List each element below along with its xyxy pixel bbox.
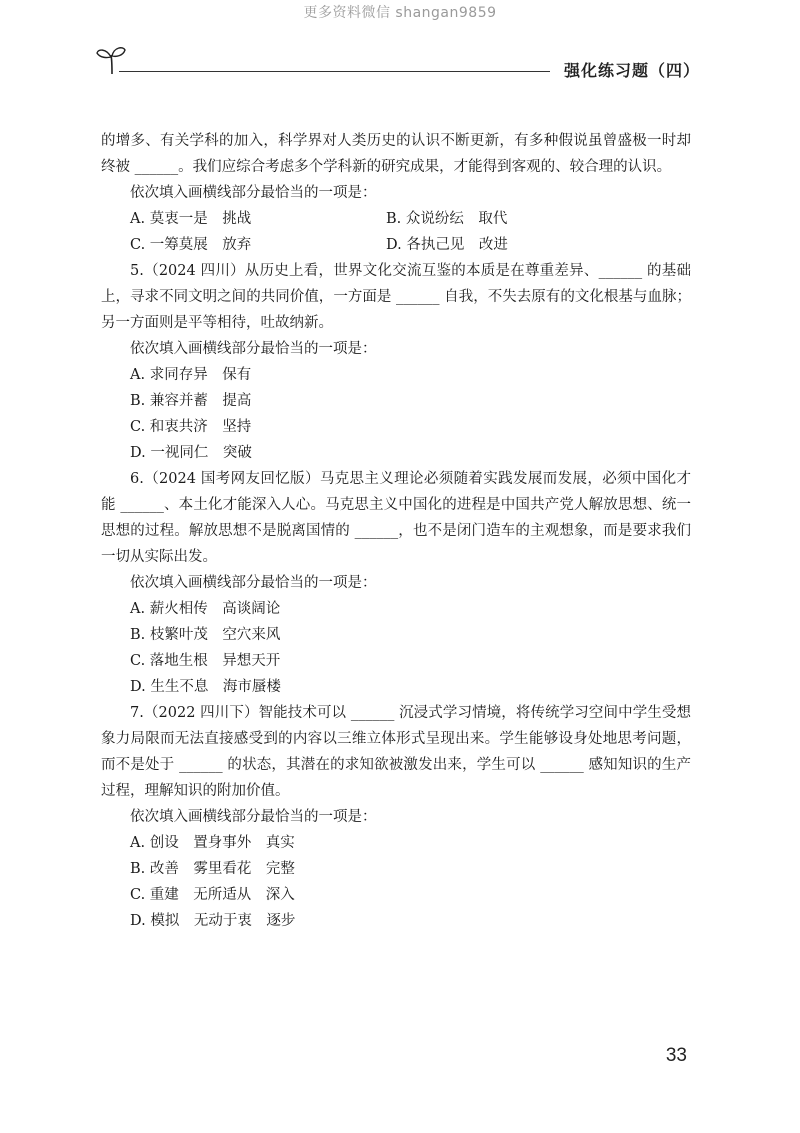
question-4-text: 的增多、有关学科的加入，科学界对人类历史的认识不断更新，有多种假说虽曾盛极一时却终被 ______。我们应综合考虑多个学科新的研究成果，才能得到客观的、较合理的认识。 [101,133,691,175]
header-rule [119,71,550,72]
question-7-text: 7.（2022 四川下）智能技术可以 ______ 沉浸式学习情境，将传统学习空间中学生受想象力局限而无法直接感受到的内容以三维立体形式呈现出来。学生能够设身处地思考问题，而不是处于 ______ 的状态，其潜在的求知欲被激发出来，学生可以 ______ 感知知识的生产过程，理解知识的附加价值。 [101,705,691,799]
question-6-prompt: 依次填入画横线部分最恰当的一项是： [130,575,377,591]
question-6-option-a: A. 薪火相传 高谈阔论 [130,601,281,617]
question-6-option-d: D. 生生不息 海市蜃楼 [130,679,281,695]
question-5-option-d: D. 一视同仁 突破 [130,445,252,461]
question-4-options-row-2 [101,232,691,258]
question-4-prompt: 依次填入画横线部分最恰当的一项是： [130,185,377,201]
watermark: 更多资料微信 shangan9859 [303,5,497,21]
question-7-option-c: C. 重建 无所适从 深入 [130,887,295,903]
question-7-prompt: 依次填入画横线部分最恰当的一项是： [130,809,377,825]
question-7-option-d: D. 模拟 无动于衷 逐步 [130,913,296,929]
question-6-option-c: C. 落地生根 异想天开 [130,653,281,669]
question-4-option-a: A. 莫衷一是 挑战 [130,211,252,227]
question-6-option-b: B. 枝繁叶茂 空穴来风 [130,627,281,643]
question-4-option-d: D. 各执己见 改进 [386,237,508,253]
sprout-icon [95,44,129,78]
question-5-option-b: B. 兼容并蓄 提高 [130,393,252,409]
question-7-option-a: A. 创设 置身事外 真实 [130,835,295,851]
section-title: 强化练习题（四） [563,61,700,80]
question-4-options-row-1 [101,206,691,232]
question-4-option-b: B. 众说纷纭 取代 [386,211,508,227]
question-6-text: 6.（2024 国考网友回忆版）马克思主义理论必须随着实践发展而发展，必须中国化才能 ______、本土化才能深入人心。马克思主义中国化的进程是中国共产党人解放思想、统一思想的过程。解放思想不是脱离国情的 ______，也不是闭门造车的主观想象，而是要求我们一切从实际出发。 [101,471,691,565]
question-7-option-b: B. 改善 雾里看花 完整 [130,861,295,877]
page-header [95,44,700,84]
page-content [101,128,691,934]
question-5-option-c: C. 和衷共济 坚持 [130,419,252,435]
question-4-option-c: C. 一筹莫展 放弃 [130,237,252,253]
question-5-text: 5.（2024 四川）从历史上看，世界文化交流互鉴的本质是在尊重差异、______ 的基础上，寻求不同文明之间的共同价值，一方面是 ______ 自我，不失去原有的文化根基与血脉；另一方面则是平等相待，吐故纳新。 [101,263,691,331]
question-5-option-a: A. 求同存异 保有 [130,367,252,383]
page-number: 33 [665,1045,687,1066]
question-5-prompt: 依次填入画横线部分最恰当的一项是： [130,341,377,357]
